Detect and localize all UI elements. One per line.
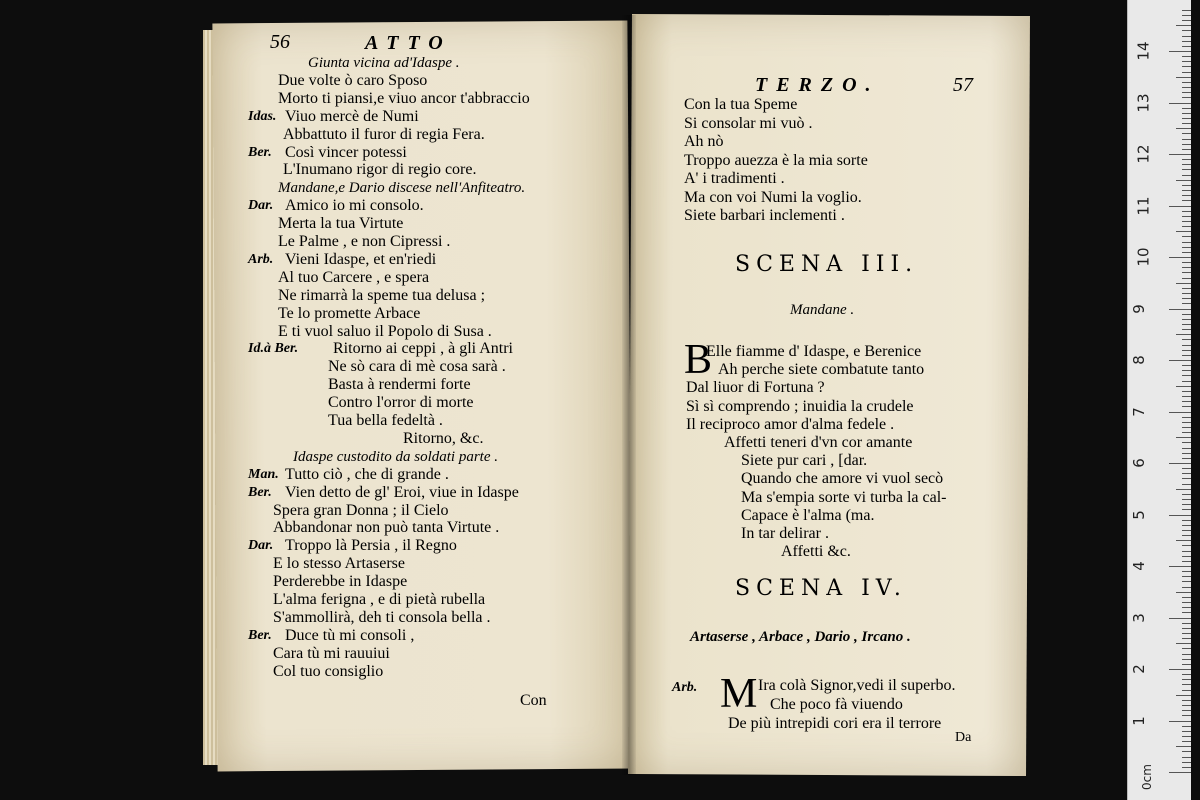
verse-line: A' i tradimenti . [684, 170, 785, 187]
ruler-tick [1182, 581, 1191, 582]
verse-line: Ma s'empia sorte vi turba la cal- [741, 488, 947, 506]
ruler-number: 2 [1129, 664, 1148, 674]
ruler-tick [1182, 139, 1191, 140]
verse-line: Siete pur cari , [dar. [741, 452, 868, 470]
ruler-tick [1182, 375, 1191, 376]
ruler-tick [1182, 690, 1191, 691]
ruler-tick [1182, 133, 1191, 134]
ruler-tick [1182, 314, 1191, 315]
measuring-ruler [1127, 0, 1191, 800]
verse-line: Col tuo consiglio [273, 662, 384, 680]
ruler-unit-label: 0cm [1139, 764, 1154, 790]
ruler-tick [1182, 30, 1191, 31]
ruler-tick [1169, 103, 1191, 104]
ruler-tick [1182, 303, 1191, 304]
ruler-tick [1182, 164, 1191, 165]
verse-line: Basta à rendermi forte [328, 376, 471, 394]
ruler-tick [1169, 51, 1191, 52]
verse-line: Perderebbe in Idaspe [273, 573, 408, 591]
speaker-label: Man. [248, 466, 279, 482]
ruler-tick [1182, 499, 1191, 500]
ruler-tick [1182, 700, 1191, 701]
ruler-tick [1182, 159, 1191, 160]
ruler-tick [1176, 746, 1191, 747]
verse-line: Capace è l'alma (ma. [741, 506, 875, 524]
ruler-tick [1182, 92, 1191, 93]
verse-line: Ah nò [684, 133, 724, 150]
ruler-tick [1182, 576, 1191, 577]
ruler-tick [1176, 231, 1191, 232]
ruler-tick [1182, 679, 1191, 680]
dropcap-b: B [684, 337, 713, 383]
stage-direction: Giunta vicina ad'Idaspe . [308, 55, 460, 71]
ruler-tick [1182, 123, 1191, 124]
ruler-number: 4 [1129, 561, 1148, 571]
ruler-tick [1176, 180, 1191, 181]
ruler-tick [1182, 221, 1191, 222]
ruler-number: 7 [1129, 406, 1148, 417]
ruler-tick [1182, 262, 1191, 263]
ruler-tick [1182, 628, 1191, 629]
speaker-label: Ber. [248, 627, 272, 643]
ruler-tick [1182, 236, 1191, 237]
ruler-number: 6 [1129, 458, 1148, 468]
ruler-tick [1176, 437, 1191, 438]
ruler-tick [1182, 726, 1191, 727]
verse-line: De più intrepidi cori era il terrore [728, 715, 942, 732]
ruler-tick [1182, 633, 1191, 634]
verse-line: S'ammollirà, deh ti consola bella . [273, 608, 491, 626]
speaker-label: Id.à Ber. [248, 341, 299, 357]
ruler-tick [1176, 77, 1191, 78]
ruler-tick [1182, 324, 1191, 325]
verse-line: Al tuo Carcere , e spera [278, 268, 430, 286]
ruler-number: 3 [1129, 612, 1148, 623]
ruler-tick [1182, 144, 1191, 145]
ruler-tick [1182, 391, 1191, 392]
ruler-tick [1176, 386, 1191, 387]
verse-line: Dal liuor di Fortuna ? [686, 379, 825, 397]
verse-line: Vien detto de gl' Eroi, viue in Idaspe [285, 483, 519, 501]
ruler-tick [1182, 494, 1191, 495]
ruler-tick [1182, 654, 1191, 655]
ruler-tick [1182, 715, 1191, 716]
ruler-number: 5 [1129, 509, 1148, 520]
ruler-tick [1182, 216, 1191, 217]
ruler-number: 13 [1134, 92, 1153, 113]
ruler-tick [1182, 762, 1191, 763]
verse-line: E lo stesso Artaserse [273, 555, 405, 573]
scene-iii-character: Mandane . [790, 302, 855, 318]
verse-line: Troppo là Persia , il Regno [285, 537, 457, 555]
ruler-tick [1182, 757, 1191, 758]
ruler-tick [1169, 618, 1191, 619]
verse-line: Ne sò cara di mè cosa sarà . [328, 358, 506, 376]
ruler-tick [1182, 97, 1191, 98]
ruler-tick [1182, 108, 1191, 109]
ruler-tick [1169, 463, 1191, 464]
ruler-tick [1182, 200, 1191, 201]
speaker-label: Ber. [248, 484, 272, 500]
scene-heading-iii: SCENA III. [735, 252, 919, 277]
ruler-tick [1182, 339, 1191, 340]
dropcap-m: M [720, 671, 758, 717]
ruler-tick [1182, 293, 1191, 294]
ruler-tick [1182, 319, 1191, 320]
ruler-number: 12 [1134, 144, 1153, 164]
ruler-tick [1182, 473, 1191, 474]
ruler-tick [1182, 468, 1191, 469]
ruler-tick [1176, 695, 1191, 696]
ruler-tick [1182, 417, 1191, 418]
ruler-number: 8 [1129, 355, 1148, 365]
ruler-tick [1182, 458, 1191, 459]
catchword-left: Con [520, 692, 547, 709]
ruler-tick [1182, 41, 1191, 42]
verse-line: In tar delirar . [741, 525, 829, 542]
ruler-tick [1182, 355, 1191, 356]
ruler-tick [1182, 623, 1191, 624]
verse-line: Tutto ciò , che di grande . [285, 465, 449, 483]
ruler-tick [1182, 545, 1191, 546]
ruler-tick [1182, 684, 1191, 685]
speaker-label: Idas. [248, 108, 277, 124]
verse-line: Ritorno ai ceppi , à gli Antri [333, 340, 513, 358]
ruler-tick [1182, 612, 1191, 613]
verse-line: Abbandonar non può tanta Virtute . [273, 519, 500, 537]
ruler-tick [1182, 298, 1191, 299]
ruler-tick [1182, 478, 1191, 479]
catchword-right: Da [955, 730, 972, 745]
ruler-tick [1176, 643, 1191, 644]
verse-line: Ira colà Signor,vedi il superbo. [758, 677, 956, 694]
running-head-left: ATTO [365, 32, 452, 54]
verse-line: Merta la tua Virtute [278, 215, 404, 233]
ruler-number: 14 [1134, 41, 1153, 61]
ruler-tick [1182, 741, 1191, 742]
ruler-tick [1182, 20, 1191, 21]
ruler-tick [1182, 401, 1191, 402]
ruler-tick [1182, 674, 1191, 675]
ruler-tick [1182, 442, 1191, 443]
scene-iv-characters: Artaserse , Arbace , Dario , Ircano . [690, 629, 911, 645]
ruler-tick [1169, 206, 1191, 207]
scene-iv-speaker: Arb. [672, 680, 698, 695]
verse-line: Elle fiamme d' Idaspe, e Berenice [706, 343, 922, 360]
verse-line: Abbattuto il furor di regia Fera. [283, 125, 485, 143]
verse-line: Che poco fà viuendo [770, 696, 903, 713]
verse-line: Affetti &c. [781, 543, 851, 561]
ruler-tick [1182, 396, 1191, 397]
verse-line: Cara tù mi rauuiui [273, 644, 390, 662]
ruler-tick [1169, 566, 1191, 567]
stage-direction: Idaspe custodito da soldati parte . [293, 448, 498, 465]
verse-line: Vieni Idaspe, et en'riedi [285, 250, 437, 268]
ruler-tick [1182, 175, 1191, 176]
ruler-tick [1182, 267, 1191, 268]
ruler-tick [1182, 211, 1191, 212]
ruler-tick [1182, 736, 1191, 737]
verse-line: Troppo auezza è la mia sorte [684, 151, 868, 169]
ruler-tick [1182, 602, 1191, 603]
ruler-tick [1182, 561, 1191, 562]
ruler-tick [1182, 272, 1191, 273]
ruler-tick [1182, 15, 1191, 16]
ruler-tick [1182, 82, 1191, 83]
verse-line: Ritorno, &c. [403, 429, 484, 447]
verse-line: Due volte ò caro Sposo [278, 71, 428, 89]
book-gutter [622, 15, 636, 775]
verse-line: Così vincer potessi [285, 143, 407, 161]
ruler-tick [1182, 61, 1191, 62]
scene-heading-iv: SCENA IV. [735, 576, 907, 601]
page-number-left: 56 [270, 31, 290, 53]
ruler-tick [1182, 509, 1191, 510]
verse-line: Ne rimarrà la speme tua delusa ; [278, 286, 486, 304]
ruler-tick [1182, 36, 1191, 37]
verse-line: L'Inumano rigor di regio core. [283, 161, 477, 179]
ruler-tick [1169, 772, 1191, 773]
ruler-tick [1182, 597, 1191, 598]
ruler-tick [1182, 118, 1191, 119]
verse-line: Viuo mercè de Numi [285, 107, 419, 125]
ruler-tick [1176, 128, 1191, 129]
ruler-tick [1182, 185, 1191, 186]
ruler-tick [1182, 406, 1191, 407]
ruler-tick [1182, 247, 1191, 248]
ruler-tick [1169, 669, 1191, 670]
ruler-tick [1182, 659, 1191, 660]
ruler-number: 11 [1134, 195, 1153, 216]
ruler-tick [1169, 309, 1191, 310]
verse-line: Affetti teneri d'vn cor amante [724, 434, 913, 451]
ruler-tick [1182, 169, 1191, 170]
ruler-tick [1182, 587, 1191, 588]
verse-line: Le Palme , e non Cipressi . [278, 233, 451, 250]
ruler-tick [1182, 535, 1191, 536]
speaker-label: Ber. [248, 144, 272, 160]
ruler-tick [1182, 607, 1191, 608]
ruler-tick [1169, 360, 1191, 361]
ruler-number: 9 [1129, 303, 1148, 314]
ruler-tick [1169, 412, 1191, 413]
ruler-tick [1182, 422, 1191, 423]
speaker-label: Dar. [248, 538, 274, 554]
speaker-label: Arb. [248, 251, 274, 267]
ruler-tick [1182, 427, 1191, 428]
ruler-tick [1182, 288, 1191, 289]
ruler-tick [1182, 87, 1191, 88]
verse-line: Amico io mi consolo. [285, 197, 424, 215]
verse-line: Duce tù mi consoli , [285, 626, 415, 644]
ruler-tick [1176, 540, 1191, 541]
ruler-tick [1182, 113, 1191, 114]
verse-line: Contro l'orror di morte [328, 394, 474, 412]
verse-line: Siete barbari inclementi . [684, 207, 845, 224]
ruler-tick [1182, 345, 1191, 346]
verse-line: Ma con voi Numi la voglio. [684, 188, 862, 206]
stage-direction: Mandane,e Dario discese nell'Anfiteatro. [278, 180, 526, 197]
ruler-tick [1176, 283, 1191, 284]
speaker-label: Dar. [248, 198, 274, 214]
verse-line: L'alma ferigna , e di pietà rubella [273, 591, 486, 608]
ruler-tick [1169, 515, 1191, 516]
ruler-tick [1182, 195, 1191, 196]
ruler-tick [1169, 154, 1191, 155]
ruler-tick [1182, 504, 1191, 505]
ruler-tick [1182, 710, 1191, 711]
verse-line: Te lo promette Arbace [278, 304, 421, 322]
verse-line: Il reciproco amor d'alma fedele . [686, 415, 895, 433]
ruler-tick [1182, 56, 1191, 57]
ruler-number: 1 [1129, 715, 1148, 726]
ruler-tick [1182, 10, 1191, 11]
ruler-tick [1182, 66, 1191, 67]
ruler-tick [1169, 721, 1191, 722]
page-number-right: 57 [953, 74, 973, 96]
ruler-tick [1182, 484, 1191, 485]
ruler-tick [1182, 767, 1191, 768]
ruler-tick [1169, 257, 1191, 258]
ruler-tick [1182, 638, 1191, 639]
ruler-tick [1182, 731, 1191, 732]
ruler-tick [1182, 242, 1191, 243]
ruler-tick [1176, 25, 1191, 26]
ruler-tick [1182, 329, 1191, 330]
ruler-tick [1182, 556, 1191, 557]
ruler-tick [1182, 551, 1191, 552]
verse-line: Ah perche siete combatute tanto [718, 361, 925, 379]
ruler-tick [1182, 226, 1191, 227]
ruler-tick [1182, 571, 1191, 572]
verse-line: Con la tua Speme [684, 96, 798, 113]
ruler-tick [1182, 278, 1191, 279]
verse-line: Sì sì comprendo ; inuidia la crudele [686, 397, 914, 415]
ruler-tick [1182, 365, 1191, 366]
ruler-tick [1182, 350, 1191, 351]
verse-line: Spera gran Donna ; il Cielo [273, 501, 449, 519]
ruler-tick [1182, 664, 1191, 665]
running-head-right: TERZO. [755, 74, 880, 96]
ruler-tick [1182, 520, 1191, 521]
ruler-tick [1182, 648, 1191, 649]
ruler-tick [1176, 489, 1191, 490]
ruler-tick [1176, 334, 1191, 335]
ruler-tick [1182, 381, 1191, 382]
ruler-tick [1182, 432, 1191, 433]
ruler-tick [1182, 525, 1191, 526]
verse-line: Quando che amore vi vuol secò [741, 470, 944, 488]
ruler-tick [1182, 448, 1191, 449]
ruler-tick [1182, 453, 1191, 454]
ruler-tick [1182, 370, 1191, 371]
verse-line: Tua bella fedeltà . [328, 412, 443, 429]
ruler-tick [1182, 705, 1191, 706]
ruler-tick [1182, 149, 1191, 150]
ruler-tick [1176, 592, 1191, 593]
ruler-tick [1182, 72, 1191, 73]
ruler-number: 10 [1134, 247, 1153, 267]
ruler-tick [1182, 530, 1191, 531]
ruler-tick [1182, 252, 1191, 253]
ruler-tick [1182, 46, 1191, 47]
ruler-tick [1182, 190, 1191, 191]
verse-line: Si consolar mi vuò . [684, 114, 813, 132]
verse-line: E ti vuol saluo il Popolo di Susa . [278, 322, 492, 340]
verse-line: Morto ti piansi,e viuo ancor t'abbraccio [278, 89, 530, 107]
ruler-tick [1182, 751, 1191, 752]
